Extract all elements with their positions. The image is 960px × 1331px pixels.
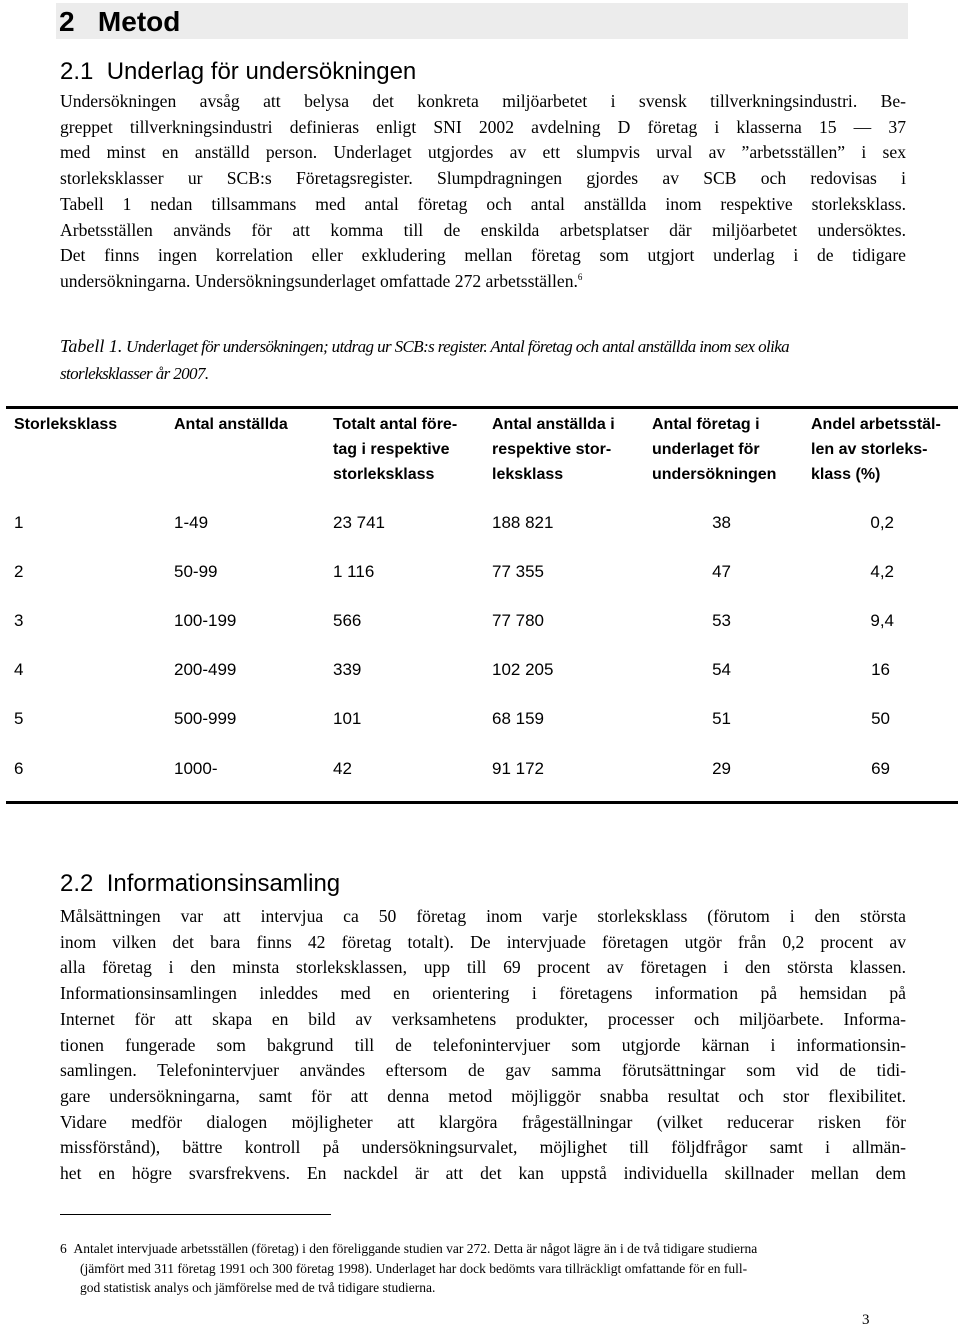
header-line: respektive stor- <box>492 441 612 458</box>
table-cell: 91 172 <box>492 759 544 778</box>
header-line: underlaget för <box>652 441 760 458</box>
table-cell: 200-499 <box>174 660 237 679</box>
table-bottom-rule <box>6 801 958 804</box>
text-line: Det finns ingen korrelation eller exkludering mellan företag som utgjort underlag i de tidigare <box>60 245 906 266</box>
text-line: Undersökningen avsåg att belysa det konkreta miljöarbetet i svensk tillverkningsindustri. Be- <box>60 91 906 111</box>
text-line: undersökningarna. Undersökningsunderlaget omfattade 272 arbetsställen. <box>60 270 578 291</box>
table-cell: 102 205 <box>492 660 554 679</box>
chapter-title <box>59 4 180 40</box>
footnote-separator <box>60 1214 331 1215</box>
header-line: Totalt antal före- <box>333 416 458 433</box>
table-caption-text: Underlaget för undersökningen; utdrag ur SCB:s register. Antal företag och antal anställda inom sex olika <box>126 337 790 356</box>
table-caption <box>60 333 940 387</box>
header-line: undersökningen <box>652 466 777 483</box>
table-cell: 339 <box>333 660 362 679</box>
footnote-line <box>60 1239 906 1259</box>
table-cell: 1 <box>14 513 24 532</box>
table-cell: 500-999 <box>174 709 237 728</box>
footnote-text: Antalet intervjuade arbetsställen (företag) i den föreliggande studien var 272. Detta är något lägre än i de två tidigare studierna <box>73 1241 758 1256</box>
table-cell: 9,4 <box>870 611 894 630</box>
header-line: storleksklass <box>333 466 435 483</box>
table-cell: 5 <box>14 709 24 728</box>
text-line: greppet tillverkningsindustri definieras enligt SNI 2002 avdelning D företag i klasserna 15 — 37 <box>60 116 906 137</box>
header-line: leksklass <box>492 466 564 483</box>
header-line: tag i respektive <box>333 441 450 458</box>
text-line: Informationsinsamlingen inleddes med en orientering i företagens information på hemsidan på <box>60 983 906 1004</box>
header-line: Storleksklass <box>14 416 118 433</box>
table-cell: 101 <box>333 709 362 728</box>
table-cell: 53 <box>712 611 731 630</box>
text-line: Målsättningen var att intervjua ca 50 företag inom varje storleksklass (förutom i den största <box>60 906 906 926</box>
section-title: Informationsinsamling <box>106 870 341 897</box>
text-line: het en högre svarsfrekvens. En nackdel är att det kan uppstå individuella skillnader mellan dem <box>60 1163 906 1184</box>
text-line: med minst en anställd person. Underlaget utgjordes av ett slumpvis urval av ”arbetsställen” i sex <box>60 142 906 163</box>
text-line: gare undersökningarna, samt för att denna metod möjliggör snabba resultat och stor flexibilitet. <box>60 1085 906 1106</box>
chapter-number: 2 <box>59 6 75 37</box>
header-line: len av storleks- <box>811 441 928 458</box>
table-cell: 6 <box>14 759 24 778</box>
table-cell: 29 <box>712 759 731 778</box>
table-cell: 3 <box>14 611 24 630</box>
table-cell: 188 821 <box>492 513 554 532</box>
table-top-rule <box>6 406 958 409</box>
text-line: tionen fungerade som bakgrund till de telefonintervjuer som utgjorde kärnan i informationsin- <box>60 1034 906 1055</box>
footnote-line: god statistisk analys och jämförelse med de två tidigare studierna. <box>80 1280 436 1295</box>
paragraph-underlag <box>60 89 906 295</box>
text-line: alla företag i den minsta storleksklassen, upp till 69 procent av företagen i den största klassen. <box>60 957 906 978</box>
text-line: Arbetsställen används för att komma till de enskilda arbetsplatser där miljöarbetet undersöktes. <box>60 219 906 240</box>
text-line: Vidare medför dialogen möjligheter att klargöra frågeställningar (vilket reducerar risken för <box>60 1111 906 1132</box>
table-cell: 100-199 <box>174 611 237 630</box>
header-line: Antal anställda i <box>492 416 615 433</box>
table-cell: 50-99 <box>174 562 218 581</box>
table-cell: 23 741 <box>333 513 385 532</box>
table-cell: 2 <box>14 562 24 581</box>
table-cell: 0,2 <box>870 513 894 532</box>
header-line: Antal anställda <box>174 416 288 433</box>
text-line: missförstånd), bättre kontroll på undersökningsurvalet, möjlighet till följdfrågor samt i allmän- <box>60 1137 906 1158</box>
table-header-storleksklass <box>14 412 117 437</box>
table-cell: 1000- <box>174 759 218 778</box>
table-cell: 68 159 <box>492 709 544 728</box>
table-header-antal-anstallda <box>174 412 288 437</box>
table-header-andel-arbetsstallen <box>811 412 941 487</box>
table-cell: 69 <box>871 759 890 778</box>
footnote-reference[interactable]: 6 <box>577 272 583 283</box>
footnote-mark: 6 <box>60 1241 67 1256</box>
table-cell: 50 <box>871 709 890 728</box>
text-line: inom vilken det bara finns 42 företag totalt). De intervjuade företagen utgör från 0,2 procent av <box>60 931 906 952</box>
text-line: samlingen. Telefonintervjuer användes eftersom de gav samma förutsättningar som vid de tidi- <box>60 1060 906 1081</box>
page-number: 3 <box>862 1312 870 1328</box>
table-caption-label: Tabell 1. <box>60 336 123 356</box>
table-cell: 54 <box>712 660 731 679</box>
table-cell: 51 <box>712 709 731 728</box>
header-line: Antal företag i <box>652 416 760 433</box>
section-number: 2.2 <box>60 870 94 897</box>
text-line-with-footnote <box>60 269 906 295</box>
table-cell: 38 <box>712 513 731 532</box>
table-cell: 4 <box>14 660 24 679</box>
table-header-antal-anstallda-klass <box>492 412 615 487</box>
table-cell: 566 <box>333 611 362 630</box>
table-cell: 4,2 <box>870 562 894 581</box>
table-cell: 1 116 <box>333 562 375 581</box>
table-cell: 77 355 <box>492 562 544 581</box>
footnote <box>60 1239 906 1298</box>
header-line: Andel arbetsstäl- <box>811 416 941 433</box>
text-line: Internet för att skapa en bild av verksamhetens produkter, processer och miljöarbete. Informa- <box>60 1008 906 1029</box>
table-cell: 16 <box>871 660 890 679</box>
chapter-title-text: Metod <box>97 6 181 37</box>
header-line: klass (%) <box>811 466 881 483</box>
table-header-antal-foretag-underlag <box>652 412 776 487</box>
section-number: 2.1 <box>60 58 94 85</box>
table-cell: 42 <box>333 759 352 778</box>
table-header-totalt-antal-foretag <box>333 412 457 487</box>
table-caption-text: storleksklasser år 2007. <box>60 364 209 383</box>
table-cell: 47 <box>712 562 731 581</box>
section-title: Underlag för undersökningen <box>106 58 417 85</box>
section-heading-2-1 <box>60 57 416 87</box>
text-line: Tabell 1 nedan tillsammans med antal företag och antal anställda inom respektive storleksklass. <box>60 193 906 214</box>
chapter-heading-bar <box>56 3 908 39</box>
paragraph-informationsinsamling <box>60 904 906 1187</box>
table-cell: 1-49 <box>174 513 209 532</box>
section-heading-2-2 <box>60 869 340 899</box>
footnote-line: (jämfört med 311 företag 1991 och 300 företag 1998). Underlaget har dock bedömts vara tillräckligt omfattande för en full- <box>80 1260 748 1276</box>
table-cell: 77 780 <box>492 611 544 630</box>
text-line: storleksklasser ur SCB:s Företagsregister. Slumpdragningen gjordes av SCB och redovisas i <box>60 168 906 189</box>
